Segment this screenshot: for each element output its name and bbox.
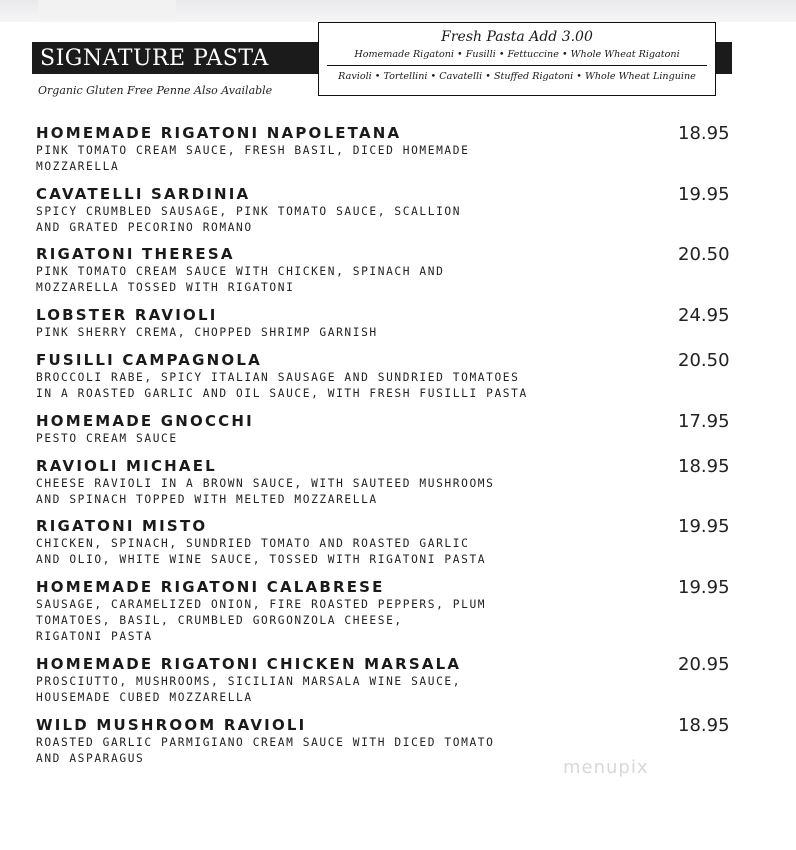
menu-item-name: HOMEMADE RIGATONI NAPOLETANA <box>36 124 402 142</box>
menu-item-price: 18.95 <box>678 456 730 477</box>
menu-item-description: PESTO CREAM SAUCE <box>36 432 178 445</box>
menu-item <box>36 457 736 508</box>
menu-item-name: CAVATELLI SARDINIA <box>36 185 251 203</box>
menu-item-name: HOMEMADE GNOCCHI <box>36 412 254 430</box>
watermark: menupix <box>563 757 649 778</box>
menu-item-description: ROASTED GARLIC PARMIGIANO CREAM SAUCE WITH DICED TOMATO AND ASPARAGUS <box>36 736 495 765</box>
menu-item-name: RIGATONI THERESA <box>36 245 235 263</box>
menu-item <box>36 578 736 645</box>
menu-item <box>36 124 736 175</box>
menu-item <box>36 306 736 341</box>
menu-item-description: PROSCIUTTO, MUSHROOMS, SICILIAN MARSALA WINE SAUCE, HOUSEMADE CUBED MOZZARELLA <box>36 675 462 704</box>
menu-item-price: 20.50 <box>678 244 730 265</box>
menu-item-name: RIGATONI MISTO <box>36 517 208 535</box>
menu-item <box>36 185 736 236</box>
menu-item-name: RAVIOLI MICHAEL <box>36 457 217 475</box>
menu-item <box>36 245 736 296</box>
menu-item <box>36 655 736 706</box>
menu-item-price: 18.95 <box>678 123 730 144</box>
menu-item-name: HOMEMADE RIGATONI CHICKEN MARSALA <box>36 655 462 673</box>
menu-item <box>36 412 736 447</box>
top-tab <box>38 0 176 20</box>
menu-item-price: 24.95 <box>678 305 730 326</box>
menu-item-description: SPICY CRUMBLED SAUSAGE, PINK TOMATO SAUCE, SCALLION AND GRATED PECORINO ROMANO <box>36 205 462 234</box>
gluten-free-note: Organic Gluten Free Penne Also Available <box>38 84 273 97</box>
menu-item-price: 19.95 <box>678 184 730 205</box>
menu-item-price: 19.95 <box>678 577 730 598</box>
section-title: SIGNATURE PASTA <box>40 46 269 71</box>
menu-item <box>36 517 736 568</box>
fresh-pasta-options-line2: Ravioli • Tortellini • Cavatelli • Stuffed Rigatoni • Whole Wheat Linguine <box>338 71 696 82</box>
menu-item-description: CHICKEN, SPINACH, SUNDRIED TOMATO AND ROASTED GARLIC AND OLIO, WHITE WINE SAUCE, TOSSED WITH RIGATONI PASTA <box>36 537 487 566</box>
menu-item-description: BROCCOLI RABE, SPICY ITALIAN SAUSAGE AND SUNDRIED TOMATOES IN A ROASTED GARLIC AND OIL SAUCE, WITH FRESH FUSILLI PASTA <box>36 371 528 400</box>
menu-item-description: PINK SHERRY CREMA, CHOPPED SHRIMP GARNISH <box>36 326 378 339</box>
menu-item-price: 20.95 <box>678 654 730 675</box>
menu-item-name: FUSILLI CAMPAGNOLA <box>36 351 262 369</box>
menu-item-price: 20.50 <box>678 350 730 371</box>
menu-item-price: 17.95 <box>678 411 730 432</box>
menu-item <box>36 351 736 402</box>
menu-item-description: PINK TOMATO CREAM SAUCE, FRESH BASIL, DICED HOMEMADE MOZZARELLA <box>36 144 470 173</box>
fresh-pasta-title: Fresh Pasta Add 3.00 <box>441 29 593 45</box>
menu-item-description: SAUSAGE, CARAMELIZED ONION, FIRE ROASTED PEPPERS, PLUM TOMATOES, BASIL, CRUMBLED GORGONZOLA CHEESE, RIGATONI PASTA <box>36 598 487 643</box>
menu-item-description: CHEESE RAVIOLI IN A BROWN SAUCE, WITH SAUTEED MUSHROOMS AND SPINACH TOPPED WITH MELTED MOZZARELLA <box>36 477 495 506</box>
menu-item-price: 19.95 <box>678 516 730 537</box>
menu-item-description: PINK TOMATO CREAM SAUCE WITH CHICKEN, SPINACH AND MOZZARELLA TOSSED WITH RIGATONI <box>36 265 445 294</box>
menu-item-price: 18.95 <box>678 715 730 736</box>
menu-item-name: LOBSTER RAVIOLI <box>36 306 218 324</box>
fresh-pasta-options-line1: Homemade Rigatoni • Fusilli • Fettuccine • Whole Wheat Rigatoni <box>327 49 707 66</box>
menu-item-name: WILD MUSHROOM RAVIOLI <box>36 716 307 734</box>
fresh-pasta-box <box>318 22 716 96</box>
menu-item-name: HOMEMADE RIGATONI CALABRESE <box>36 578 385 596</box>
